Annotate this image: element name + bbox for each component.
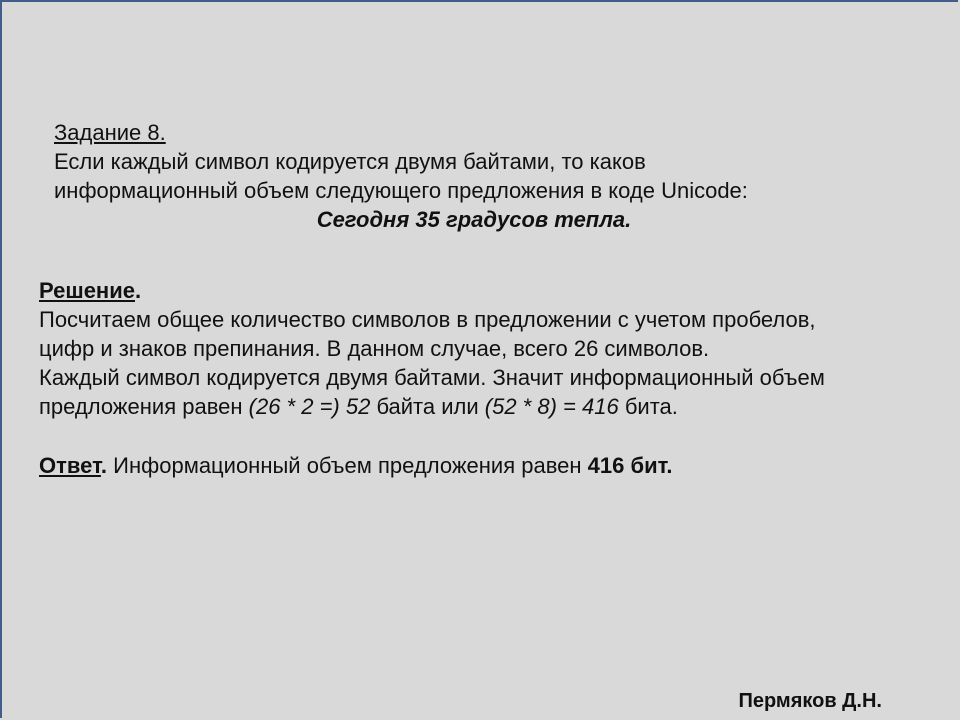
task-block xyxy=(54,118,894,234)
solution-line-2: цифр и знаков препинания. В данном случае, всего 26 символов. xyxy=(39,336,710,361)
solution-heading: Решение. xyxy=(39,278,142,303)
author-name: Пермяков Д.Н. xyxy=(738,690,882,712)
solution-block xyxy=(39,276,939,421)
answer-label: Ответ xyxy=(39,453,101,478)
calc-bytes: (26 * 2 =) 52 xyxy=(248,394,371,419)
task-sentence: Сегодня 35 градусов тепла. xyxy=(316,207,632,232)
solution-line-4: предложения равен (26 * 2 =) 52 байта или (52 * 8) = 416 бита. xyxy=(39,394,678,419)
solution-line-1: Посчитаем общее количество символов в предложении с учетом пробелов, xyxy=(39,307,816,332)
task-line-2: информационный объем следующего предложения в коде Unicode: xyxy=(54,178,748,203)
answer-block: Ответ. Информационный объем предложения равен 416 бит. xyxy=(39,453,673,478)
answer-value: 416 бит. xyxy=(587,453,673,478)
calc-bits: (52 * 8) = 416 xyxy=(484,394,619,419)
task-title: Задание 8. xyxy=(54,120,166,145)
solution-line-3: Каждый символ кодируется двумя байтами. Значит информационный объем xyxy=(39,365,825,390)
task-line-1: Если каждый символ кодируется двумя байтами, то каков xyxy=(54,149,646,174)
answer-text: Информационный объем предложения равен xyxy=(107,453,588,478)
